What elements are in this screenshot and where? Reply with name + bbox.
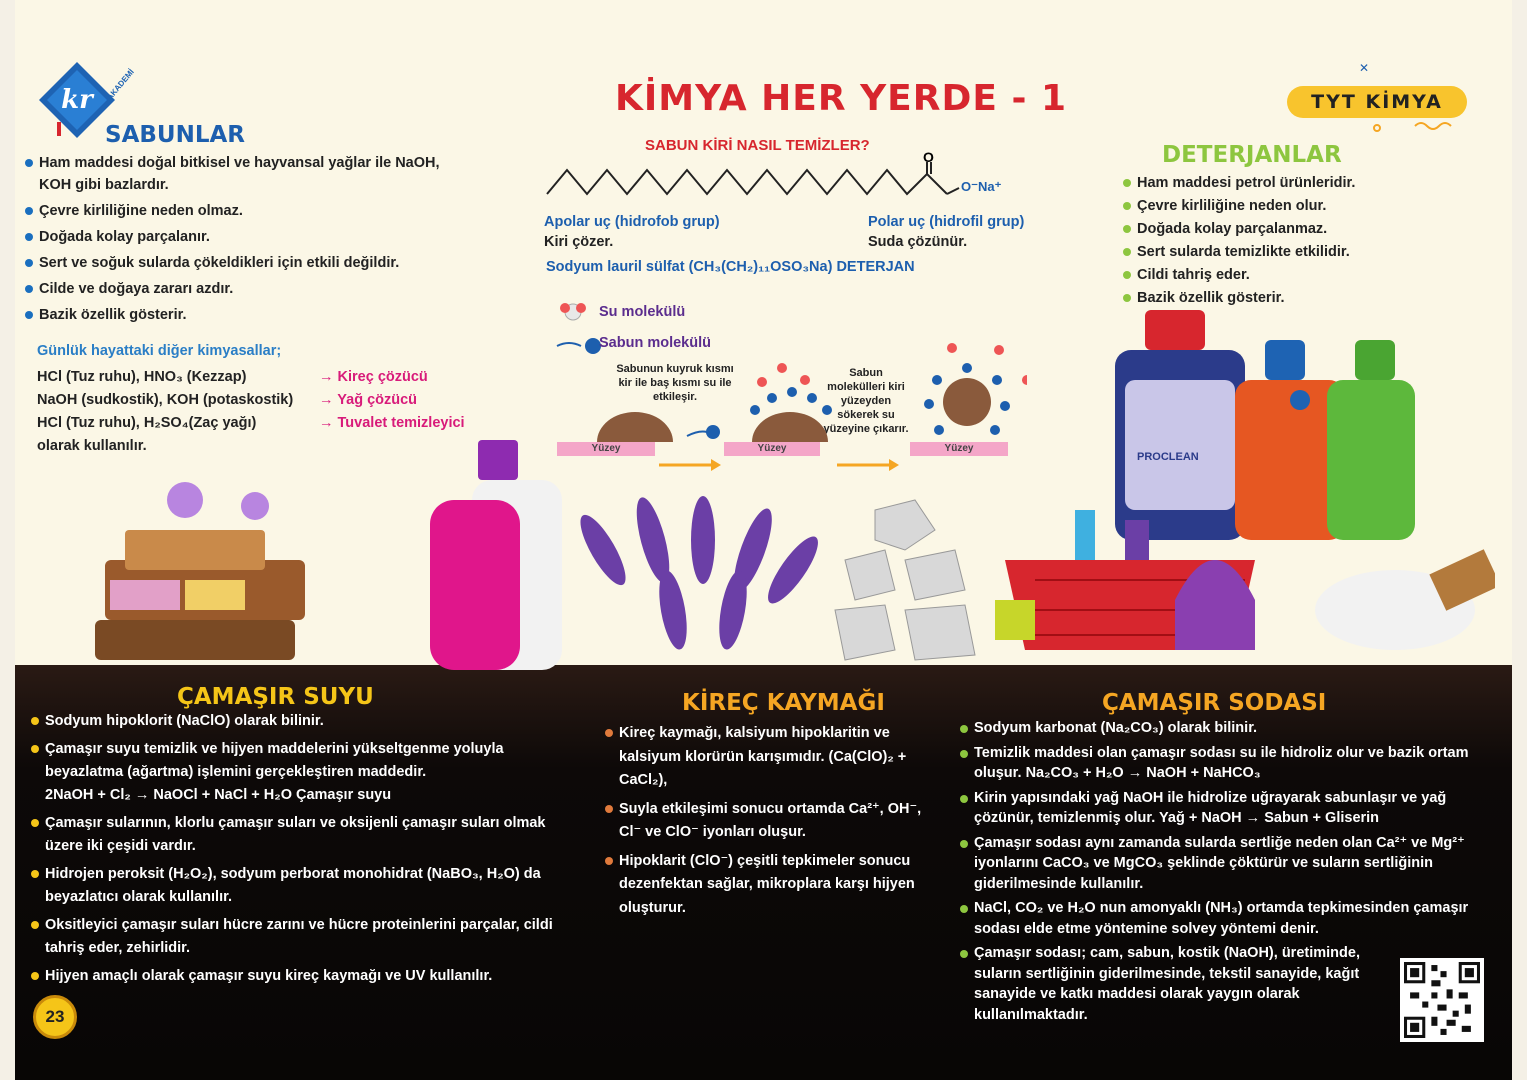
list-item: Çevre kirliliğine neden olmaz. bbox=[25, 200, 445, 222]
list-item: Kirin yapısındaki yağ NaOH ile hidrolize uğrayarak sabunlaşır ve yağ çözünür, temizlenmiş olur. Yağ + NaOH → Sabun + Gliserin bbox=[960, 788, 1470, 829]
list-item: Sert sularda temizlikte etkilidir. bbox=[1123, 241, 1483, 264]
surface-label: Yüzey bbox=[724, 442, 820, 456]
deterjanlar-list bbox=[1123, 172, 1483, 310]
list-item: Hidrojen peroksit (H₂O₂), sodyum perborat monohidrat (NaBO₃, H₂O) da beyazlatıcı olarak kullanılır. bbox=[31, 863, 571, 909]
list-item: Temizlik maddesi olan çamaşır sodası su ile hidroliz olur ve bazik ortam oluşur. Na₂CO₃ + H₂O → NaOH + NaHCO₃ bbox=[960, 743, 1470, 784]
surface-label: Yüzey bbox=[557, 442, 655, 456]
bleach-bottles-image bbox=[420, 440, 565, 670]
kirec-kaymagi-list bbox=[605, 722, 930, 920]
oxygen-label: O bbox=[923, 150, 934, 165]
step-arrows-icon bbox=[655, 455, 915, 475]
list-item: Çamaşır suyu temizlik ve hijyen maddelerini yükseltgenme yoluyla beyazlatma (ağartma) işlemini gerçekleştiren maddedir. bbox=[31, 738, 571, 784]
step2-text: Sabun molekülleri kiri yüzeyden sökerek su yüzeyine çıkarır. bbox=[823, 367, 909, 435]
polar-desc: Suda çözünür. bbox=[868, 234, 968, 250]
list-item: 2NaOH + Cl₂ → NaOCl + NaCl + H₂O Çamaşır suyu bbox=[45, 787, 392, 803]
camasir-suyu-list bbox=[31, 710, 571, 988]
daily-chemicals-heading: Günlük hayattaki diğer kimyasallar; bbox=[37, 343, 282, 359]
water-molecule-label: Su molekülü bbox=[599, 304, 686, 320]
table-row bbox=[37, 412, 465, 435]
cleaning-basket-image bbox=[995, 500, 1495, 670]
list-item: Çamaşır sodası; cam, sabun, kostik (NaOH), üretiminde, suların sertliğinin giderilmesinde, tekstil sanayide, kağıt sanayide ve katkı maddesi olarak yaygın olarak kullanılmaktadır. bbox=[960, 943, 1380, 1025]
list-item: Çevre kirliliğine neden olur. bbox=[1123, 195, 1483, 218]
chemical-use: → Tuvalet temizleyici bbox=[319, 415, 465, 431]
detergent-formula: Sodyum lauril sülfat (CH₃(CH₂)₁₁OSO₃Na) DETERJAN bbox=[546, 259, 915, 275]
list-item: Kireç kaymağı, kalsiyum hipoklaritin ve kalsiyum klorürün karışımıdır. (Ca(ClO)₂ + CaCl₂), bbox=[605, 722, 930, 793]
kirec-kaymagi-heading: KİREÇ KAYMAĞI bbox=[682, 690, 885, 716]
logo-sub-text: AKADEMİ bbox=[105, 67, 136, 102]
list-item: Sodyum karbonat (Na₂CO₃) olarak bilinir. bbox=[960, 718, 1470, 739]
qr-code-icon[interactable] bbox=[1400, 958, 1484, 1042]
lime-rocks-image bbox=[815, 490, 995, 670]
camasir-suyu-heading: ÇAMAŞIR SUYU bbox=[177, 684, 374, 710]
step1-text: Sabunun kuyruk kısmı kir ile baş kısmı su ile etkileşir. bbox=[616, 363, 734, 403]
lavender-image bbox=[563, 480, 823, 660]
polar-title: Polar uç (hidrofil grup) bbox=[868, 214, 1025, 230]
sodium-salt-label: O⁻Na⁺ bbox=[961, 179, 1002, 194]
page-title: KİMYA HER YERDE - 1 bbox=[615, 78, 1068, 119]
table-row bbox=[37, 366, 465, 389]
detergent-brand-label: PROCLEAN bbox=[1137, 451, 1199, 463]
list-item: Bazik özellik gösterir. bbox=[25, 304, 445, 326]
apolar-title: Apolar uç (hidrofob grup) bbox=[544, 214, 720, 230]
cleaning-steps-illustration bbox=[557, 340, 1027, 450]
svg-text:✕: ✕ bbox=[1359, 61, 1370, 75]
soap-molecule-diagram bbox=[543, 150, 1003, 210]
camasir-sodasi-list bbox=[960, 718, 1470, 1025]
page-subtitle: SABUN KİRİ NASIL TEMİZLER? bbox=[645, 137, 870, 154]
list-item: Cilde ve doğaya zararı azdır. bbox=[25, 278, 445, 300]
list-item: NaCl, CO₂ ve H₂O nun amonyaklı (NH₃) ortamda tepkimesinden çamaşır sodası elde etme yöntemine solvey yöntemi denir. bbox=[960, 898, 1470, 939]
camasir-sodasi-heading: ÇAMAŞIR SODASI bbox=[1102, 690, 1327, 716]
sabunlar-list bbox=[25, 152, 445, 326]
daily-chemicals-table bbox=[37, 366, 465, 458]
soap-bars-image bbox=[65, 470, 325, 670]
list-item: Suyla etkileşimi sonucu ortamda Ca²⁺, OH⁻, Cl⁻ ve ClO⁻ iyonları oluşur. bbox=[605, 798, 930, 845]
sabunlar-heading: SABUNLAR bbox=[105, 122, 245, 148]
list-item: Hijyen amaçlı olarak çamaşır suyu kireç kaymağı ve UV kullanılır. bbox=[31, 965, 571, 988]
page bbox=[15, 0, 1512, 1080]
list-item: Oksitleyici çamaşır suları hücre zarını ve hücre proteinlerini parçalar, cildi tahriş eder, zehirlidir. bbox=[31, 914, 571, 960]
list-item: Cildi tahriş eder. bbox=[1123, 264, 1483, 287]
list-item: Bazik özellik gösterir. bbox=[1123, 287, 1483, 310]
chemical-name: HCl (Tuz ruhu), HNO₃ (Kezzap) bbox=[37, 369, 247, 385]
list-item: Sodyum hipoklorit (NaClO) olarak bilinir. bbox=[31, 710, 571, 733]
logo-text: kr bbox=[61, 85, 93, 115]
daily-footer: olarak kullanılır. bbox=[37, 438, 147, 454]
list-item: Ham maddesi petrol ürünleridir. bbox=[1123, 172, 1483, 195]
list-item: Çamaşır sodası aynı zamanda sularda sertliğe neden olan Ca²⁺ ve Mg²⁺ iyonlarını CaCO₃ ve MgCO₃ şeklinde çöktürür ve suların sertliğinin giderilmesinde kullanılır. bbox=[960, 833, 1470, 895]
soap-molecule-label: Sabun molekülü bbox=[599, 335, 711, 351]
table-row bbox=[37, 389, 465, 412]
deterjanlar-heading: DETERJANLAR bbox=[1162, 142, 1342, 168]
badge-decoration-icon bbox=[1355, 60, 1475, 132]
list-item: Ham maddesi doğal bitkisel ve hayvansal yağlar ile NaOH, KOH gibi bazlardır. bbox=[25, 152, 445, 196]
chemical-name: NaOH (sudkostik), KOH (potaskostik) bbox=[37, 392, 294, 408]
chemical-name: HCl (Tuz ruhu), H₂SO₄(Zaç yağı) bbox=[37, 415, 257, 431]
list-item: Çamaşır sularının, klorlu çamaşır suları ve oksijenli çamaşır suları olmak üzere iki çeşidi vardır. bbox=[31, 812, 571, 858]
list-item: Sert ve soğuk sularda çökeldikleri için etkili değildir. bbox=[25, 252, 445, 274]
list-item: Doğada kolay parçalanır. bbox=[25, 226, 445, 248]
chemical-use: → Kireç çözücü bbox=[319, 369, 428, 385]
surface-label: Yüzey bbox=[910, 442, 1008, 456]
tyt-kimya-badge: TYT KİMYA bbox=[1287, 86, 1467, 118]
chemical-use: → Yağ çözücü bbox=[319, 392, 418, 408]
apolar-desc: Kiri çözer. bbox=[544, 234, 614, 250]
page-number: 23 bbox=[33, 995, 77, 1039]
list-item: Hipoklarit (ClO⁻) çeşitli tepkimeler sonucu dezenfektan sağlar, mikroplara karşı hijyen oluşturur. bbox=[605, 850, 930, 921]
list-item: Doğada kolay parçalanmaz. bbox=[1123, 218, 1483, 241]
